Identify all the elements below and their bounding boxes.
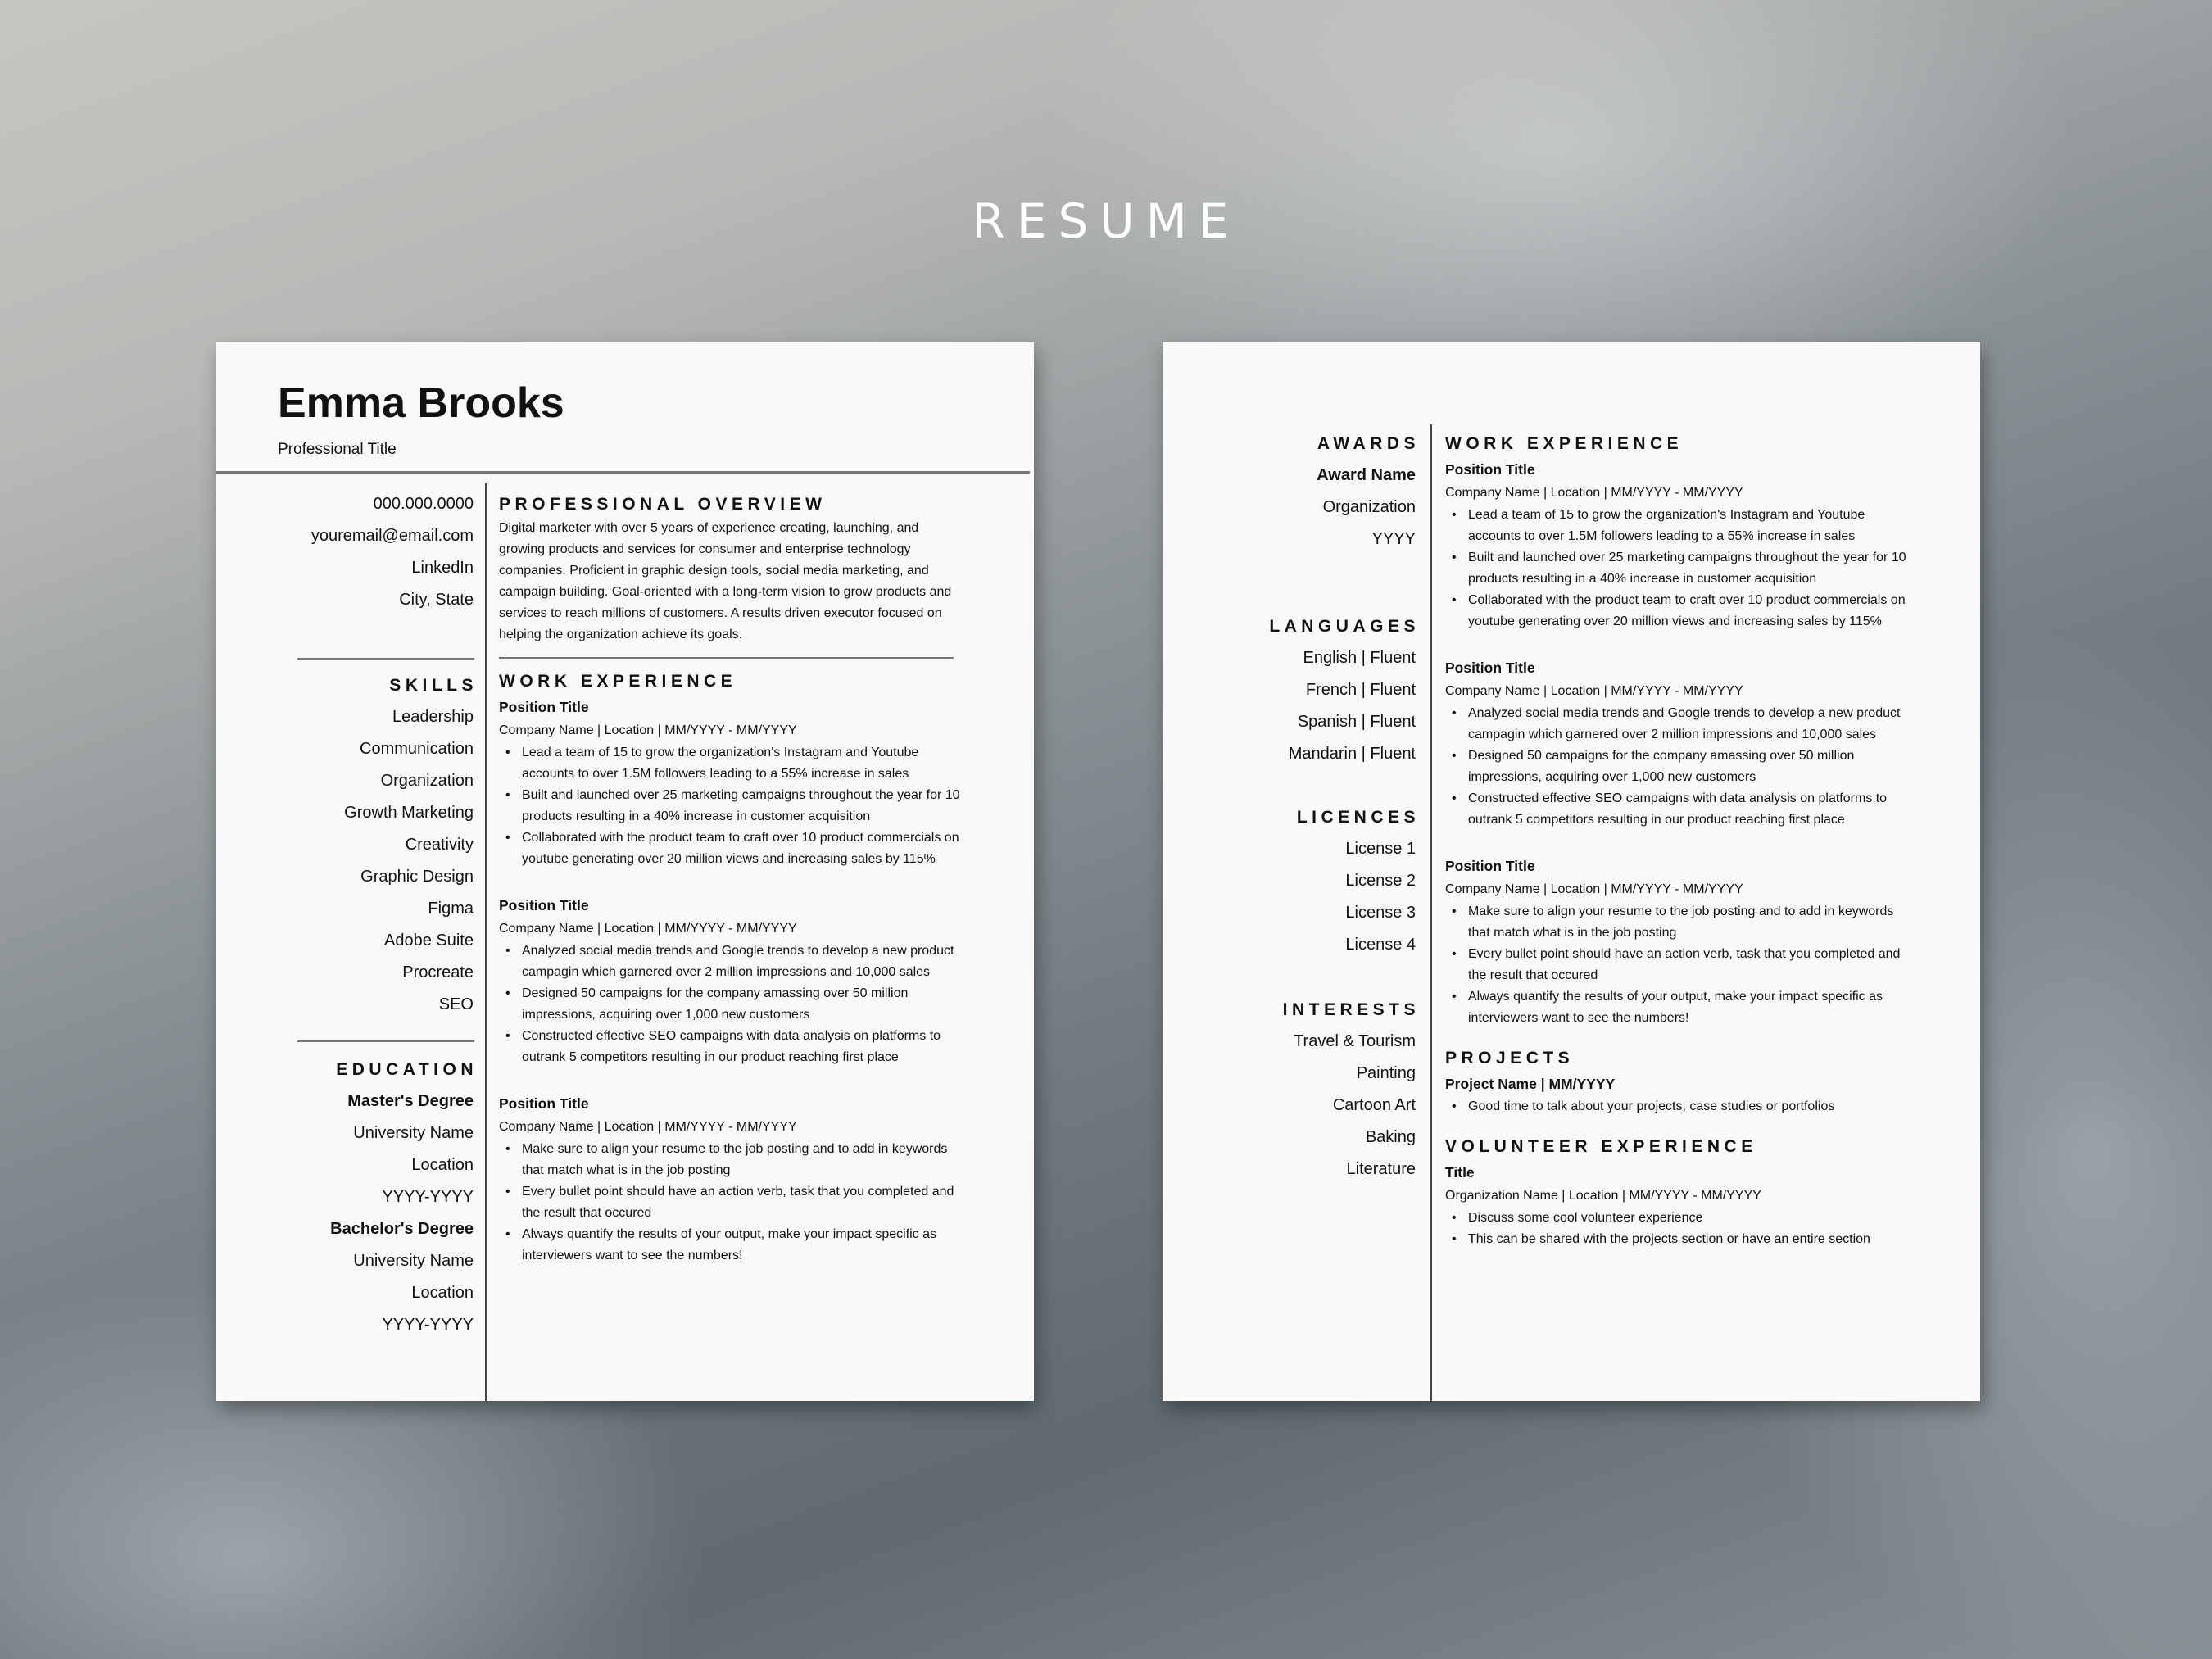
company-line: Company Name | Location | MM/YYYY - MM/YYYY xyxy=(1445,684,1743,698)
job-entry xyxy=(1445,655,1912,831)
job-entry xyxy=(499,893,966,1068)
edu-years: YYYY-YYYY xyxy=(382,1188,474,1206)
licence-item: License 3 xyxy=(1345,904,1416,922)
column-divider xyxy=(485,483,487,1401)
edu-location: Location xyxy=(411,1284,474,1302)
language-item: Spanish | Fluent xyxy=(1297,713,1416,731)
list-item: • Always quantify the results of your output, make your impact specific as interviewers want to see the numbers! xyxy=(499,1224,966,1267)
award-organization: Organization xyxy=(1322,498,1416,516)
list-item: • Built and launched over 25 marketing campaigns throughout the year for 10 products resulting in a 40% increase in customer acquisition xyxy=(1445,547,1912,590)
resume-page-1 xyxy=(216,342,1034,1401)
edu-location: Location xyxy=(411,1156,474,1174)
education-block xyxy=(228,1054,478,1341)
volunteer-title: Title xyxy=(1445,1164,1475,1181)
interest-item: Literature xyxy=(1346,1160,1416,1178)
list-item: • Make sure to align your resume to the job posting and to add in keywords that match what is in the job posting xyxy=(1445,901,1912,944)
location: City, State xyxy=(399,591,474,609)
job-entry xyxy=(1445,854,1912,1029)
job-entry xyxy=(499,1091,966,1267)
volunteer-heading: VOLUNTEER EXPERIENCE xyxy=(1445,1137,1757,1156)
licence-item: License 1 xyxy=(1345,840,1416,858)
list-item: • Discuss some cool volunteer experience xyxy=(1445,1208,1912,1229)
education-heading: EDUCATION xyxy=(336,1060,478,1079)
company-line: Company Name | Location | MM/YYYY - MM/YYYY xyxy=(1445,486,1743,500)
list-item: • Collaborated with the product team to craft over 10 product commercials on youtube generating over 20 million views and increasing sales by 115% xyxy=(499,827,966,870)
list-item: • Analyzed social media trends and Google trends to develop a new product campagin which garnered over 2 million impressions and 10,000 sales xyxy=(1445,703,1912,746)
university: University Name xyxy=(353,1252,474,1270)
list-item: • Analyzed social media trends and Google trends to develop a new product campagin which garnered over 2 million impressions and 10,000 sales xyxy=(499,941,966,983)
resume-page-2 xyxy=(1163,342,1980,1401)
professional-title: Professional Title xyxy=(278,441,397,458)
skills-divider xyxy=(297,658,474,660)
edu-years: YYYY-YYYY xyxy=(382,1316,474,1334)
skill-item: Procreate xyxy=(402,963,474,981)
interest-item: Travel & Tourism xyxy=(1294,1032,1416,1050)
work-heading: WORK EXPERIENCE xyxy=(499,672,737,691)
skill-item: Graphic Design xyxy=(360,868,474,886)
company-line: Company Name | Location | MM/YYYY - MM/YYYY xyxy=(499,1120,797,1134)
education-divider xyxy=(297,1040,474,1042)
skill-item: SEO xyxy=(438,995,474,1013)
position-title: Position Title xyxy=(1445,858,1535,874)
skill-item: Adobe Suite xyxy=(384,931,474,950)
list-item: • Every bullet point should have an action verb, task that you completed and the result that occured xyxy=(1445,944,1912,986)
position-title: Position Title xyxy=(1445,461,1535,478)
list-item: • Make sure to align your resume to the job posting and to add in keywords that match what is in the job posting xyxy=(499,1139,966,1181)
header-divider xyxy=(216,471,1030,474)
list-item: • Good time to talk about your projects, case studies or portfolios xyxy=(1445,1096,1912,1117)
phone: 000.000.0000 xyxy=(373,495,474,513)
language-item: Mandarin | Fluent xyxy=(1288,745,1416,763)
languages-heading: LANGUAGES xyxy=(1269,617,1420,636)
job-entry xyxy=(499,695,966,870)
list-item: • Lead a team of 15 to grow the organization's Instagram and Youtube accounts to over 1.5M followers leading to a 55% increase in sales xyxy=(1445,505,1912,547)
interest-item: Painting xyxy=(1356,1064,1416,1082)
list-item: • Constructed effective SEO campaigns with data analysis on platforms to outrank 5 competitors resulting in our product reaching first place xyxy=(499,1026,966,1068)
list-item: • Lead a team of 15 to grow the organization's Instagram and Youtube accounts to over 1.5M followers leading to a 55% increase in sales xyxy=(499,742,966,785)
volunteer-org: Organization Name | Location | MM/YYYY - MM/YYYY xyxy=(1445,1189,1761,1203)
overview-heading: PROFESSIONAL OVERVIEW xyxy=(499,495,827,514)
award-name: Award Name xyxy=(1317,466,1416,484)
email: youremail@email.com xyxy=(310,527,474,545)
work-heading: WORK EXPERIENCE xyxy=(1445,434,1684,453)
skill-item: Figma xyxy=(428,900,474,918)
licences-heading: LICENCES xyxy=(1296,808,1420,827)
position-title: Position Title xyxy=(499,897,589,913)
awards-heading: AWARDS xyxy=(1317,434,1420,453)
languages-block xyxy=(1170,610,1420,770)
company-line: Company Name | Location | MM/YYYY - MM/YYYY xyxy=(1445,882,1743,896)
list-item: • Constructed effective SEO campaigns with data analysis on platforms to outrank 5 competitors resulting in our product reaching first place xyxy=(1445,788,1912,831)
list-item: • Built and launched over 25 marketing campaigns throughout the year for 10 products resulting in a 40% increase in customer acquisition xyxy=(499,785,966,827)
language-item: French | Fluent xyxy=(1305,681,1416,699)
licence-item: License 4 xyxy=(1345,936,1416,954)
licence-item: License 2 xyxy=(1345,872,1416,890)
interests-heading: INTERESTS xyxy=(1282,1000,1420,1019)
list-item: • Collaborated with the product team to craft over 10 product commercials on youtube generating over 20 million views and increasing sales by 115% xyxy=(1445,590,1912,632)
list-item: • Designed 50 campaigns for the company amassing over 50 million impressions, acquiring over 1,000 new customers xyxy=(1445,746,1912,788)
interest-item: Cartoon Art xyxy=(1332,1096,1416,1114)
contact-block xyxy=(228,488,474,616)
interests-block xyxy=(1170,994,1420,1185)
work-block xyxy=(1445,431,1912,1250)
licences-block xyxy=(1170,801,1420,961)
language-item: English | Fluent xyxy=(1303,649,1416,667)
skill-item: Growth Marketing xyxy=(344,804,474,822)
overview-text: Digital marketer with over 5 years of experience creating, launching, and growing products and services for consumer and enterprise technology companies. Proficient in graphic design tools, social media marketing, and campaign building. Goal-oriented with a long-term vision to grow products and services to reach millions of customers. A results driven executor focused on helping the organization achieve its goals. xyxy=(499,521,952,641)
skills-heading: SKILLS xyxy=(389,676,478,695)
skill-item: Communication xyxy=(360,740,474,758)
awards-block xyxy=(1170,428,1420,555)
candidate-name: Emma Brooks xyxy=(278,379,564,427)
project-title: Project Name | MM/YYYY xyxy=(1445,1076,1616,1092)
list-item: • Always quantify the results of your output, make your impact specific as interviewers want to see the numbers! xyxy=(1445,986,1912,1029)
skill-item: Creativity xyxy=(405,836,474,854)
skills-block xyxy=(228,669,478,1021)
projects-heading: PROJECTS xyxy=(1445,1049,1575,1067)
skill-item: Leadership xyxy=(392,708,474,726)
overview-block xyxy=(499,492,966,1267)
banner-title: RESUME xyxy=(972,193,1240,249)
interest-item: Baking xyxy=(1365,1128,1416,1146)
company-line: Company Name | Location | MM/YYYY - MM/YYYY xyxy=(499,922,797,936)
column-divider xyxy=(1430,424,1432,1401)
position-title: Position Title xyxy=(499,1095,589,1112)
skill-item: Organization xyxy=(380,772,474,790)
list-item: • This can be shared with the projects section or have an entire section xyxy=(1445,1229,1912,1250)
list-item: • Every bullet point should have an action verb, task that you completed and the result that occured xyxy=(499,1181,966,1224)
job-entry xyxy=(1445,457,1912,632)
award-year: YYYY xyxy=(1371,530,1416,548)
university: University Name xyxy=(353,1124,474,1142)
company-line: Company Name | Location | MM/YYYY - MM/YYYY xyxy=(499,723,797,737)
position-title: Position Title xyxy=(1445,660,1535,676)
overview-divider xyxy=(499,657,954,659)
degree: Master's Degree xyxy=(347,1092,474,1110)
list-item: • Designed 50 campaigns for the company amassing over 50 million impressions, acquiring over 1,000 new customers xyxy=(499,983,966,1026)
position-title: Position Title xyxy=(499,699,589,715)
linkedin: LinkedIn xyxy=(411,559,474,577)
degree: Bachelor's Degree xyxy=(330,1220,474,1238)
